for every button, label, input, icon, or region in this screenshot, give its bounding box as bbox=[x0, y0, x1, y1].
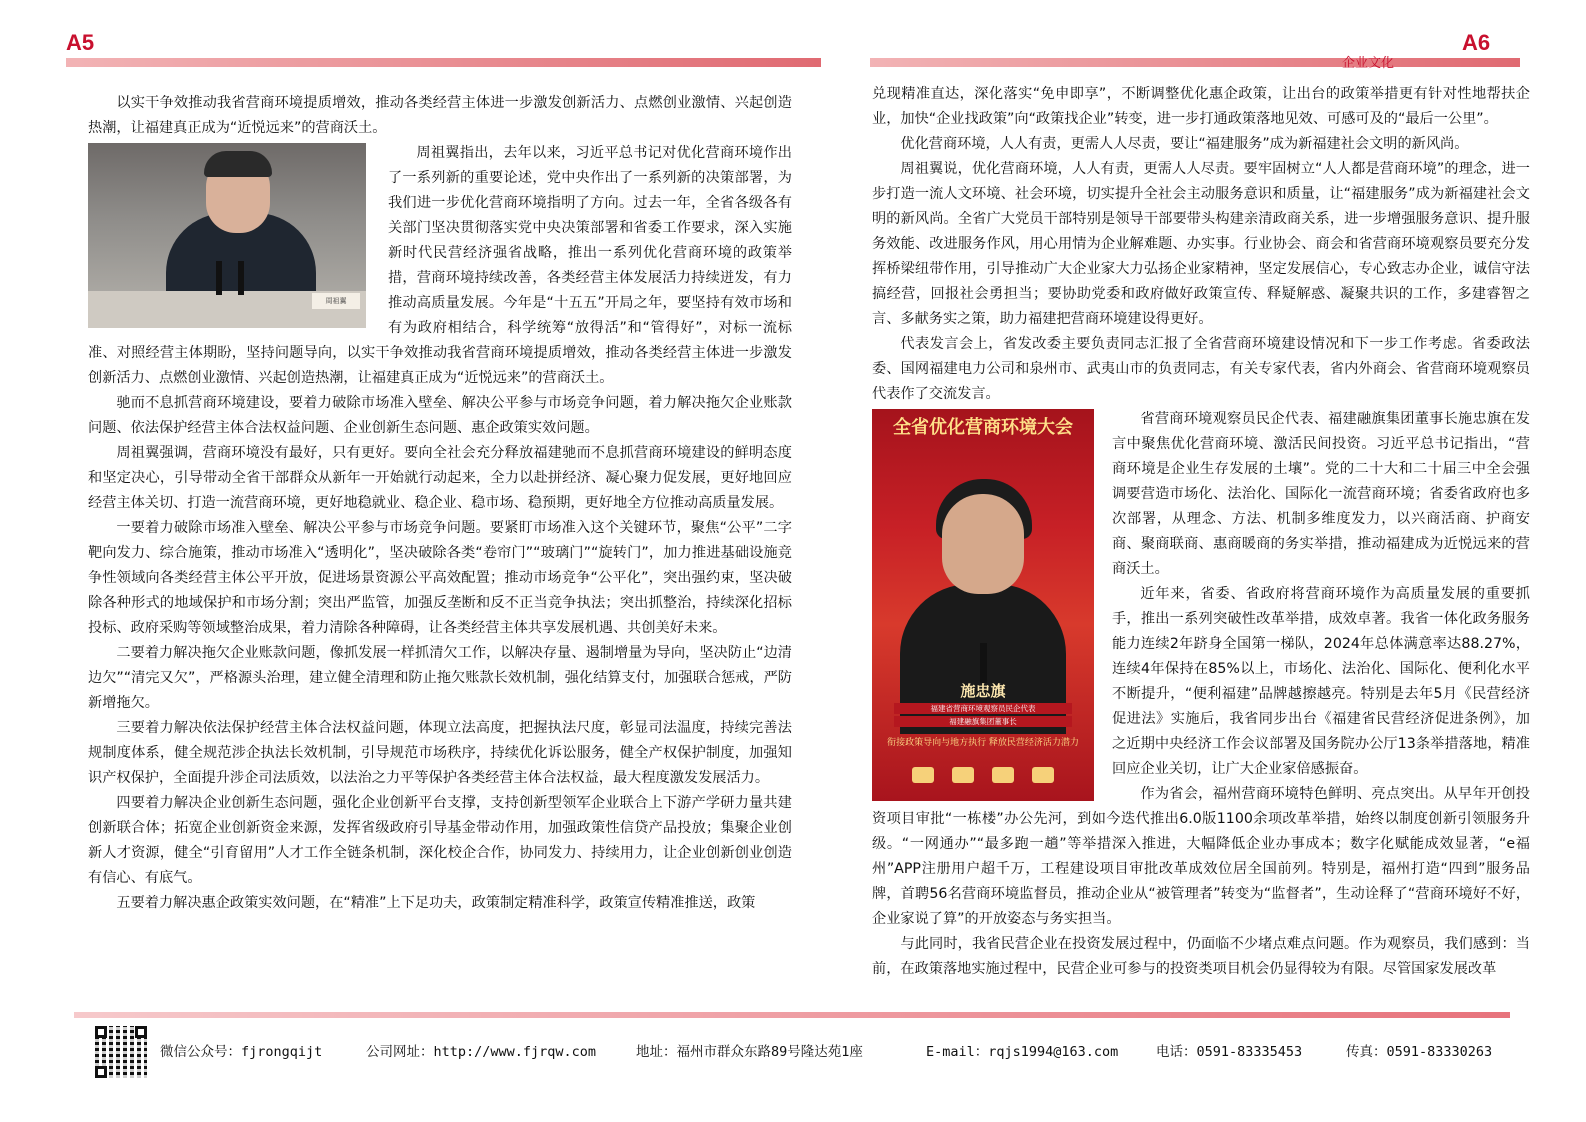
speaker-photo-right bbox=[872, 409, 1094, 801]
right-paragraph-5: 省营商环境观察员民企代表、福建融旗集团董事长施忠旗在发言中聚焦优化营商环境、激活民间投资。习近平总书记指出，“营商环境是企业生存发展的土壤”。党的二十大和二十届三中全会强调要营造市场化、法治化、国际化一流营商环境；省委省政府也多次部署，从理念、方法、机制多维度发力，以兴商活商、护商安商、聚商联商、惠商暖商的务实举措，推动福建成为近悦远来的营商沃土。 bbox=[1112, 411, 1530, 577]
logo-icon bbox=[992, 767, 1014, 783]
left-paragraph-1: 以实干争效推动我省营商环境提质增效，推动各类经营主体进一步激发创新活力、点燃创业激情、兴起创造热潮，让福建真正成为“近悦远来”的营商沃土。 bbox=[88, 95, 792, 136]
right-paragraph-3: 周祖翼说，优化营商环境，人人有责，更需人人尽责。要牢固树立“人人都是营商环境”的理念，进一步打造一流人文环境、社会环境，切实提升全社会主动服务意识和质量，让“福建服务”成为新福建社会文明的新风尚。全省广大党员干部特别是领导干部要带头构建亲清政商关系，进一步增强服务意识、提升服务效能、改进服务作风，用心用情为企业解难题、办实事。行业协会、商会和省营商环境观察员要充分发挥桥梁纽带作用，引导推动广大企业家大力弘扬企业家精神，坚定发展信心，专心致志办企业，诚信守法搞经营，回报社会勇担当；要协助党委和政府做好政策宣传、释疑解惑、凝聚共识的工作，多建睿智之言、多献务实之策，助力福建把营商环境建设得更好。 bbox=[872, 161, 1530, 327]
section-title: 企业文化 bbox=[1342, 56, 1395, 71]
logo-icon bbox=[912, 767, 934, 783]
speaker-namecard bbox=[886, 681, 1080, 727]
right-paragraph-7: 作为省会，福州营商环境特色鲜明、亮点突出。从早年开创投资项目审批“一栋楼”办公先河，到如今迭代推出6.0版1100余项改革举措，始终以制度创新引领服务升级。“一网通办”“最多跑一趟”等举措深入推进，大幅降低企业办事成本；数字化赋能成效显著，“e福州”APP注册用户超千万，工程建设项目审批改革成效位居全国前列。特别是，福州打造“四到”服务品牌，首聘56名营商环境监督员，推动企业从“被管理者”转变为“监督者”，生动诠释了“营商环境好不好，企业家说了算”的开放姿态与务实担当。 bbox=[872, 786, 1530, 927]
left-paragraph-8: 四要着力解决企业创新生态问题，强化企业创新平台支撑，支持创新型领军企业联合上下游产学研力量共建创新联合体；拓宽企业创新资金来源，发挥省级政府引导基金带动作用，加强政策性信贷产品投放；集聚企业创新人才资源，健全“引育留用”人才工作全链条机制，深化校企合作，协同发力、持续用力，让企业创新创业创造有信心、有底气。 bbox=[88, 795, 792, 886]
footer-phone: 电话：0591-83335453 bbox=[1156, 1044, 1303, 1060]
logo-icon bbox=[952, 767, 974, 783]
left-paragraph-4: 周祖翼强调，营商环境没有最好，只有更好。要向全社会充分释放福建驰而不息抓营商环境建设的鲜明态度和坚定决心，引导带动全省干部群众从新年一开始就行动起来，全力以赴拼经济、凝心聚力促发展，更好地回应经营主体关切、打造一流营商环境，更好地稳就业、稳企业、稳市场、稳预期，更好地全方位推动高质量发展。 bbox=[88, 445, 792, 511]
left-paragraph-2: 周祖翼指出，去年以来，习近平总书记对优化营商环境作出了一系列新的重要论述，党中央作出了一系列新的决策部署，为我们进一步优化营商环境指明了方向。过去一年，全省各级各有关部门坚决贯彻落实党中央决策部署和省委工作要求，深入实施新时代民营经济强省战略，推出一系列优化营商环境的政策举措，营商环境持续改善，各类经营主体发展活力持续迸发，有力推动高质量发展。今年是“十五五”开局之年，要坚持有效市场和有为政府相结合，科学统筹“放得活”和“管得好”，对标一流标准、对照经营主体期盼，坚持问题导向，以实干争效推动我省营商环境提质增效，推动各类经营主体进一步激发创新活力、点燃创业激情、兴起创造热潮，让福建真正成为“近悦远来”的营商沃土。 bbox=[88, 145, 792, 386]
right-paragraph-4: 代表发言会上，省发改委主要负责同志汇报了全省营商环境建设情况和下一步工作考虑。省委政法委、国网福建电力公司和泉州市、武夷山市的负责同志，有关专家代表，省内外商会、省营商环境观察员代表作了交流发言。 bbox=[872, 336, 1530, 402]
left-paragraph-9: 五要着力解决惠企政策实效问题，在“精准”上下足功夫，政策制定精准科学，政策宣传精准推送，政策 bbox=[116, 895, 756, 911]
footer-fax: 传真：0591-83330263 bbox=[1346, 1044, 1493, 1060]
page-number-left: A5 bbox=[66, 30, 95, 55]
speaker-photo-left bbox=[88, 143, 366, 328]
footer-address: 地址：福州市群众东路89号隆达苑1座 bbox=[636, 1044, 863, 1060]
header-band-left bbox=[66, 58, 821, 67]
left-column bbox=[88, 91, 792, 916]
footer-website[interactable]: 公司网址：http://www.fjrqw.com bbox=[366, 1044, 597, 1060]
left-paragraph-3: 驰而不息抓营商环境建设，要着力破除市场准入壁垒、解决公平参与市场竞争问题，着力解决拖欠企业账款问题、依法保护经营主体合法权益问题、企业创新生态问题、惠企政策实效问题。 bbox=[88, 395, 792, 436]
footer-wechat: 微信公众号：fjrongqijt bbox=[160, 1044, 323, 1060]
left-paragraph-5: 一要着力破除市场准入壁垒、解决公平参与市场竞争问题。要紧盯市场准入这个关键环节，聚焦“公平”二字靶向发力、综合施策，推动市场准入“透明化”，坚决破除各类“卷帘门”“玻璃门”“旋转门”，加力推进基础设施竞争性领域向各类经营主体公平开放，促进场景资源公平高效配置；推动市场竞争“公平化”，突出强约束，坚决破除各种形式的地域保护和市场分割；突出严监管，加强反垄断和反不正当竞争执法；突出抓整治，持续深化招标投标、政府采购等领域整治成果，着力清除各种障碍，让各类经营主体共享发展机遇、共创美好未来。 bbox=[88, 520, 792, 636]
logo-icon bbox=[1032, 767, 1054, 783]
left-paragraph-6: 二要着力解决拖欠企业账款问题，像抓发展一样抓清欠工作，以解决存量、遏制增量为导向，坚决防止“边清边欠”“清完又欠”，严格源头治理，建立健全清理和防止拖欠账款长效机制，强化结算支付，加强联合惩戒，严防新增拖欠。 bbox=[88, 645, 792, 711]
nameplate: 周祖翼 bbox=[312, 293, 360, 309]
right-paragraph-8: 与此同时，我省民营企业在投资发展过程中，仍面临不少堵点难点问题。作为观察员，我们感到：当前，在政策落地实施过程中，民营企业可参与的投资类项目机会仍显得较为有限。尽管国家发展改革 bbox=[872, 936, 1530, 977]
conference-banner: 全省优化营商环境大会 bbox=[893, 417, 1073, 438]
header-band-right bbox=[870, 58, 1520, 67]
speaker-title-line-1: 福建省营商环境观察员民企代表 bbox=[894, 703, 1072, 714]
speaker-title-line-2: 福建融旗集团董事长 bbox=[894, 716, 1072, 727]
right-column bbox=[872, 82, 1530, 982]
footer-email[interactable]: E-mail：rqjs1994@163.com bbox=[926, 1044, 1119, 1060]
right-paragraph-2: 优化营商环境，人人有责，更需人人尽责，要让“福建服务”成为新福建社会文明的新风尚。 bbox=[900, 136, 1469, 152]
right-paragraph-1: 兑现精准直达，深化落实“免申即享”，不断调整优化惠企政策，让出台的政策举措更有针对性地帮扶企业，加快“企业找政策”向“政策找企业”转变，进一步打通政策落地见效、可感可及的“最后一公里”。 bbox=[872, 86, 1530, 127]
footer-band bbox=[74, 1012, 1510, 1018]
sponsor-logos bbox=[912, 767, 1054, 787]
qr-code-icon bbox=[95, 1026, 147, 1078]
left-paragraph-7: 三要着力解决依法保护经营主体合法权益问题，体现立法高度，把握执法尺度，彰显司法温度，持续完善法规制度体系，健全规范涉企执法长效机制，引导规范市场秩序，持续优化诉讼服务，健全产权保护制度，加强知识产权保护，全面提升涉企司法质效，以法治之力平等保护各类经营主体合法权益，最大程度激发发展活力。 bbox=[88, 720, 792, 786]
right-paragraph-6: 近年来，省委、省政府将营商环境作为高质量发展的重要抓手，推出一系列突破性改革举措，成效卓著。我省一体化政务服务能力连续2年跻身全国第一梯队，2024年总体满意率达88.27%，连续4年保持在85%以上，市场化、法治化、国际化、便利化水平不断提升，“便利福建”品牌越擦越亮。特别是去年5月《民营经济促进法》实施后，我省同步出台《福建省民营经济促进条例》，加之近期中央经济工作会议部署及国务院办公厅13条举措落地，精准回应企业关切，让广大企业家倍感振奋。 bbox=[1112, 586, 1530, 777]
speaker-name: 施忠旗 bbox=[960, 682, 1006, 700]
page-number-right: A6 bbox=[1462, 30, 1491, 55]
conference-slogan: 衔接政策导向与地方执行 释放民营经济活力潜力 bbox=[887, 738, 1079, 748]
